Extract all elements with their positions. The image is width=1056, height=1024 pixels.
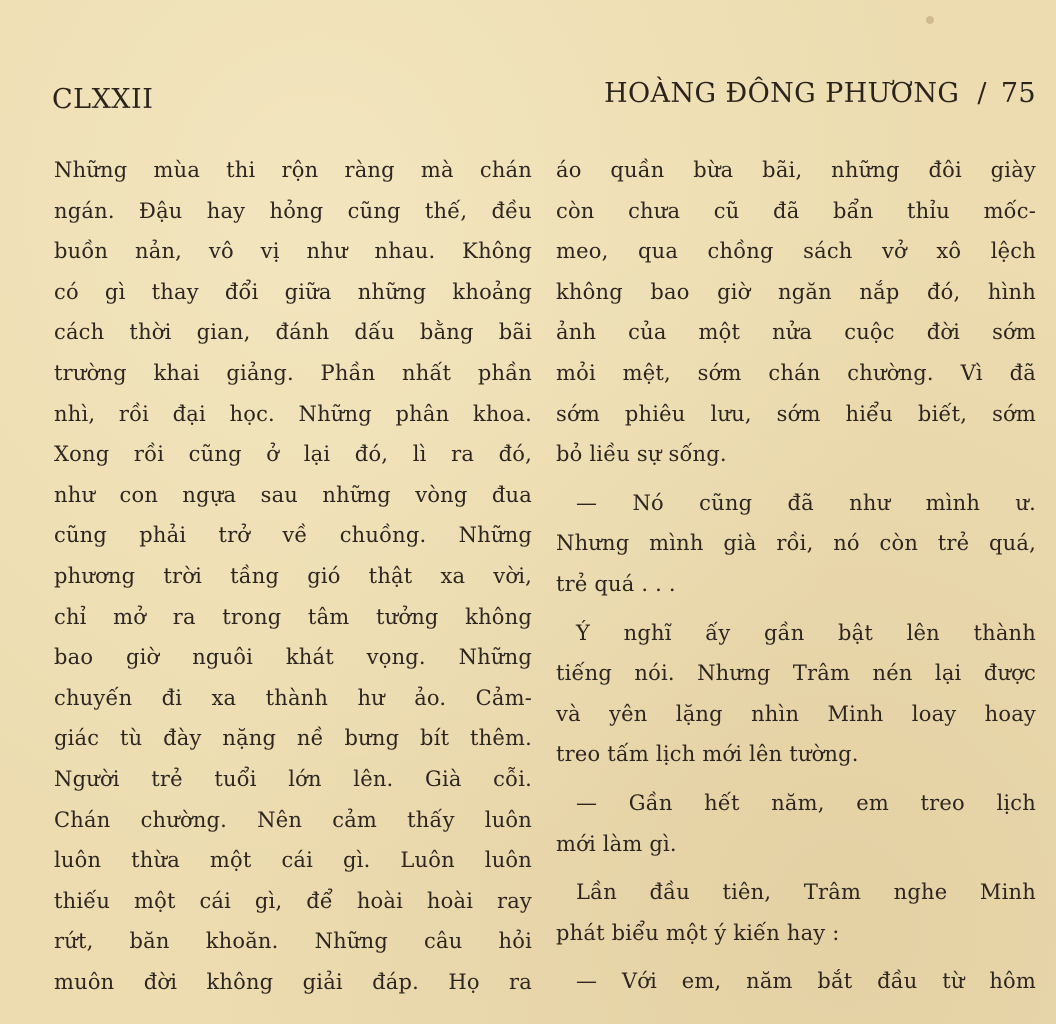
paragraph <box>556 872 1036 953</box>
dialogue-paragraph <box>556 483 1036 605</box>
text-line: tiếng nói. Nhưng Trâm nén lại được <box>556 661 1036 686</box>
text-line: trường khai giảng. Phần nhất phần <box>54 360 532 385</box>
text-line: không bao giờ ngăn nắp đó, hình <box>556 279 1036 304</box>
section-number: CLXXII <box>52 84 154 115</box>
header-separator: / <box>977 78 987 109</box>
paragraph <box>556 150 1036 475</box>
left-column <box>54 150 532 1002</box>
text-line: ngán. Đậu hay hỏng cũng thế, đều <box>54 198 532 223</box>
text-line: — Với em, năm bắt đầu từ hôm <box>576 969 1036 994</box>
text-line: muôn đời không giải đáp. Họ ra <box>54 969 532 994</box>
text-line: Người trẻ tuổi lớn lên. Già cỗi. <box>54 766 532 791</box>
text-line: luôn thừa một cái gì. Luôn luôn <box>54 848 532 873</box>
author-name: HOÀNG ĐÔNG PHƯƠNG <box>604 78 960 109</box>
text-line: — Nó cũng đã như mình ư. <box>576 490 1036 515</box>
text-line: có gì thay đổi giữa những khoảng <box>54 279 532 304</box>
text-line: cách thời gian, đánh dấu bằng bãi <box>54 320 532 345</box>
text-line: bao giờ nguôi khát vọng. Những <box>54 645 532 670</box>
text-line: chuyến đi xa thành hư ảo. Cảm- <box>54 685 532 710</box>
text-line: mới làm gì. <box>556 831 677 856</box>
text-line: treo tấm lịch mới lên tường. <box>556 742 859 767</box>
text-line: sớm phiêu lưu, sớm hiểu biết, sớm <box>556 401 1036 426</box>
text-line: phát biểu một ý kiến hay : <box>556 920 840 945</box>
text-line: mỏi mệt, sớm chán chường. Vì đã <box>556 360 1036 385</box>
dialogue-paragraph <box>556 961 1036 1002</box>
text-line: — Gần hết năm, em treo lịch <box>576 790 1036 815</box>
text-line: buồn nản, vô vị như nhau. Không <box>54 239 532 264</box>
text-line: giác tù đày nặng nề bưng bít thêm. <box>54 726 532 751</box>
text-line: như con ngựa sau những vòng đua <box>54 482 532 507</box>
text-line: Nhưng mình già rồi, nó còn trẻ quá, <box>556 531 1036 556</box>
text-line: còn chưa cũ đã bẩn thỉu mốc- <box>556 198 1036 223</box>
text-line: thiếu một cái gì, để hoài hoài ray <box>54 888 532 913</box>
page-number: 75 <box>1000 78 1036 109</box>
right-column <box>556 150 1036 1002</box>
text-line: trẻ quá . . . <box>556 571 676 596</box>
text-line: ảnh của một nửa cuộc đời sớm <box>556 320 1036 345</box>
paragraph <box>556 613 1036 775</box>
text-line: Ý nghĩ ấy gần bật lên thành <box>576 620 1036 645</box>
text-line: nhì, rồi đại học. Những phân khoa. <box>54 401 532 426</box>
text-line: meo, qua chồng sách vở xô lệch <box>556 239 1036 264</box>
text-line: chỉ mở ra trong tâm tưởng không <box>54 604 532 629</box>
text-line: cũng phải trở về chuồng. Những <box>54 523 532 548</box>
paper-stain <box>926 16 934 24</box>
text-line: Lần đầu tiên, Trâm nghe Minh <box>576 880 1036 905</box>
text-line: bỏ liều sự sống. <box>556 442 727 467</box>
dialogue-paragraph <box>556 783 1036 864</box>
text-line: và yên lặng nhìn Minh loay hoay <box>556 701 1036 726</box>
text-line: Những mùa thi rộn ràng mà chán <box>54 158 532 182</box>
text-line: phương trời tầng gió thật xa vời, <box>54 563 532 588</box>
text-line: rứt, băn khoăn. Những câu hỏi <box>54 929 532 954</box>
running-header <box>604 78 1036 109</box>
text-line: Chán chường. Nên cảm thấy luôn <box>54 807 532 832</box>
text-line: Xong rồi cũng ở lại đó, lì ra đó, <box>54 442 532 467</box>
text-line: áo quần bừa bãi, những đôi giày <box>556 158 1036 182</box>
